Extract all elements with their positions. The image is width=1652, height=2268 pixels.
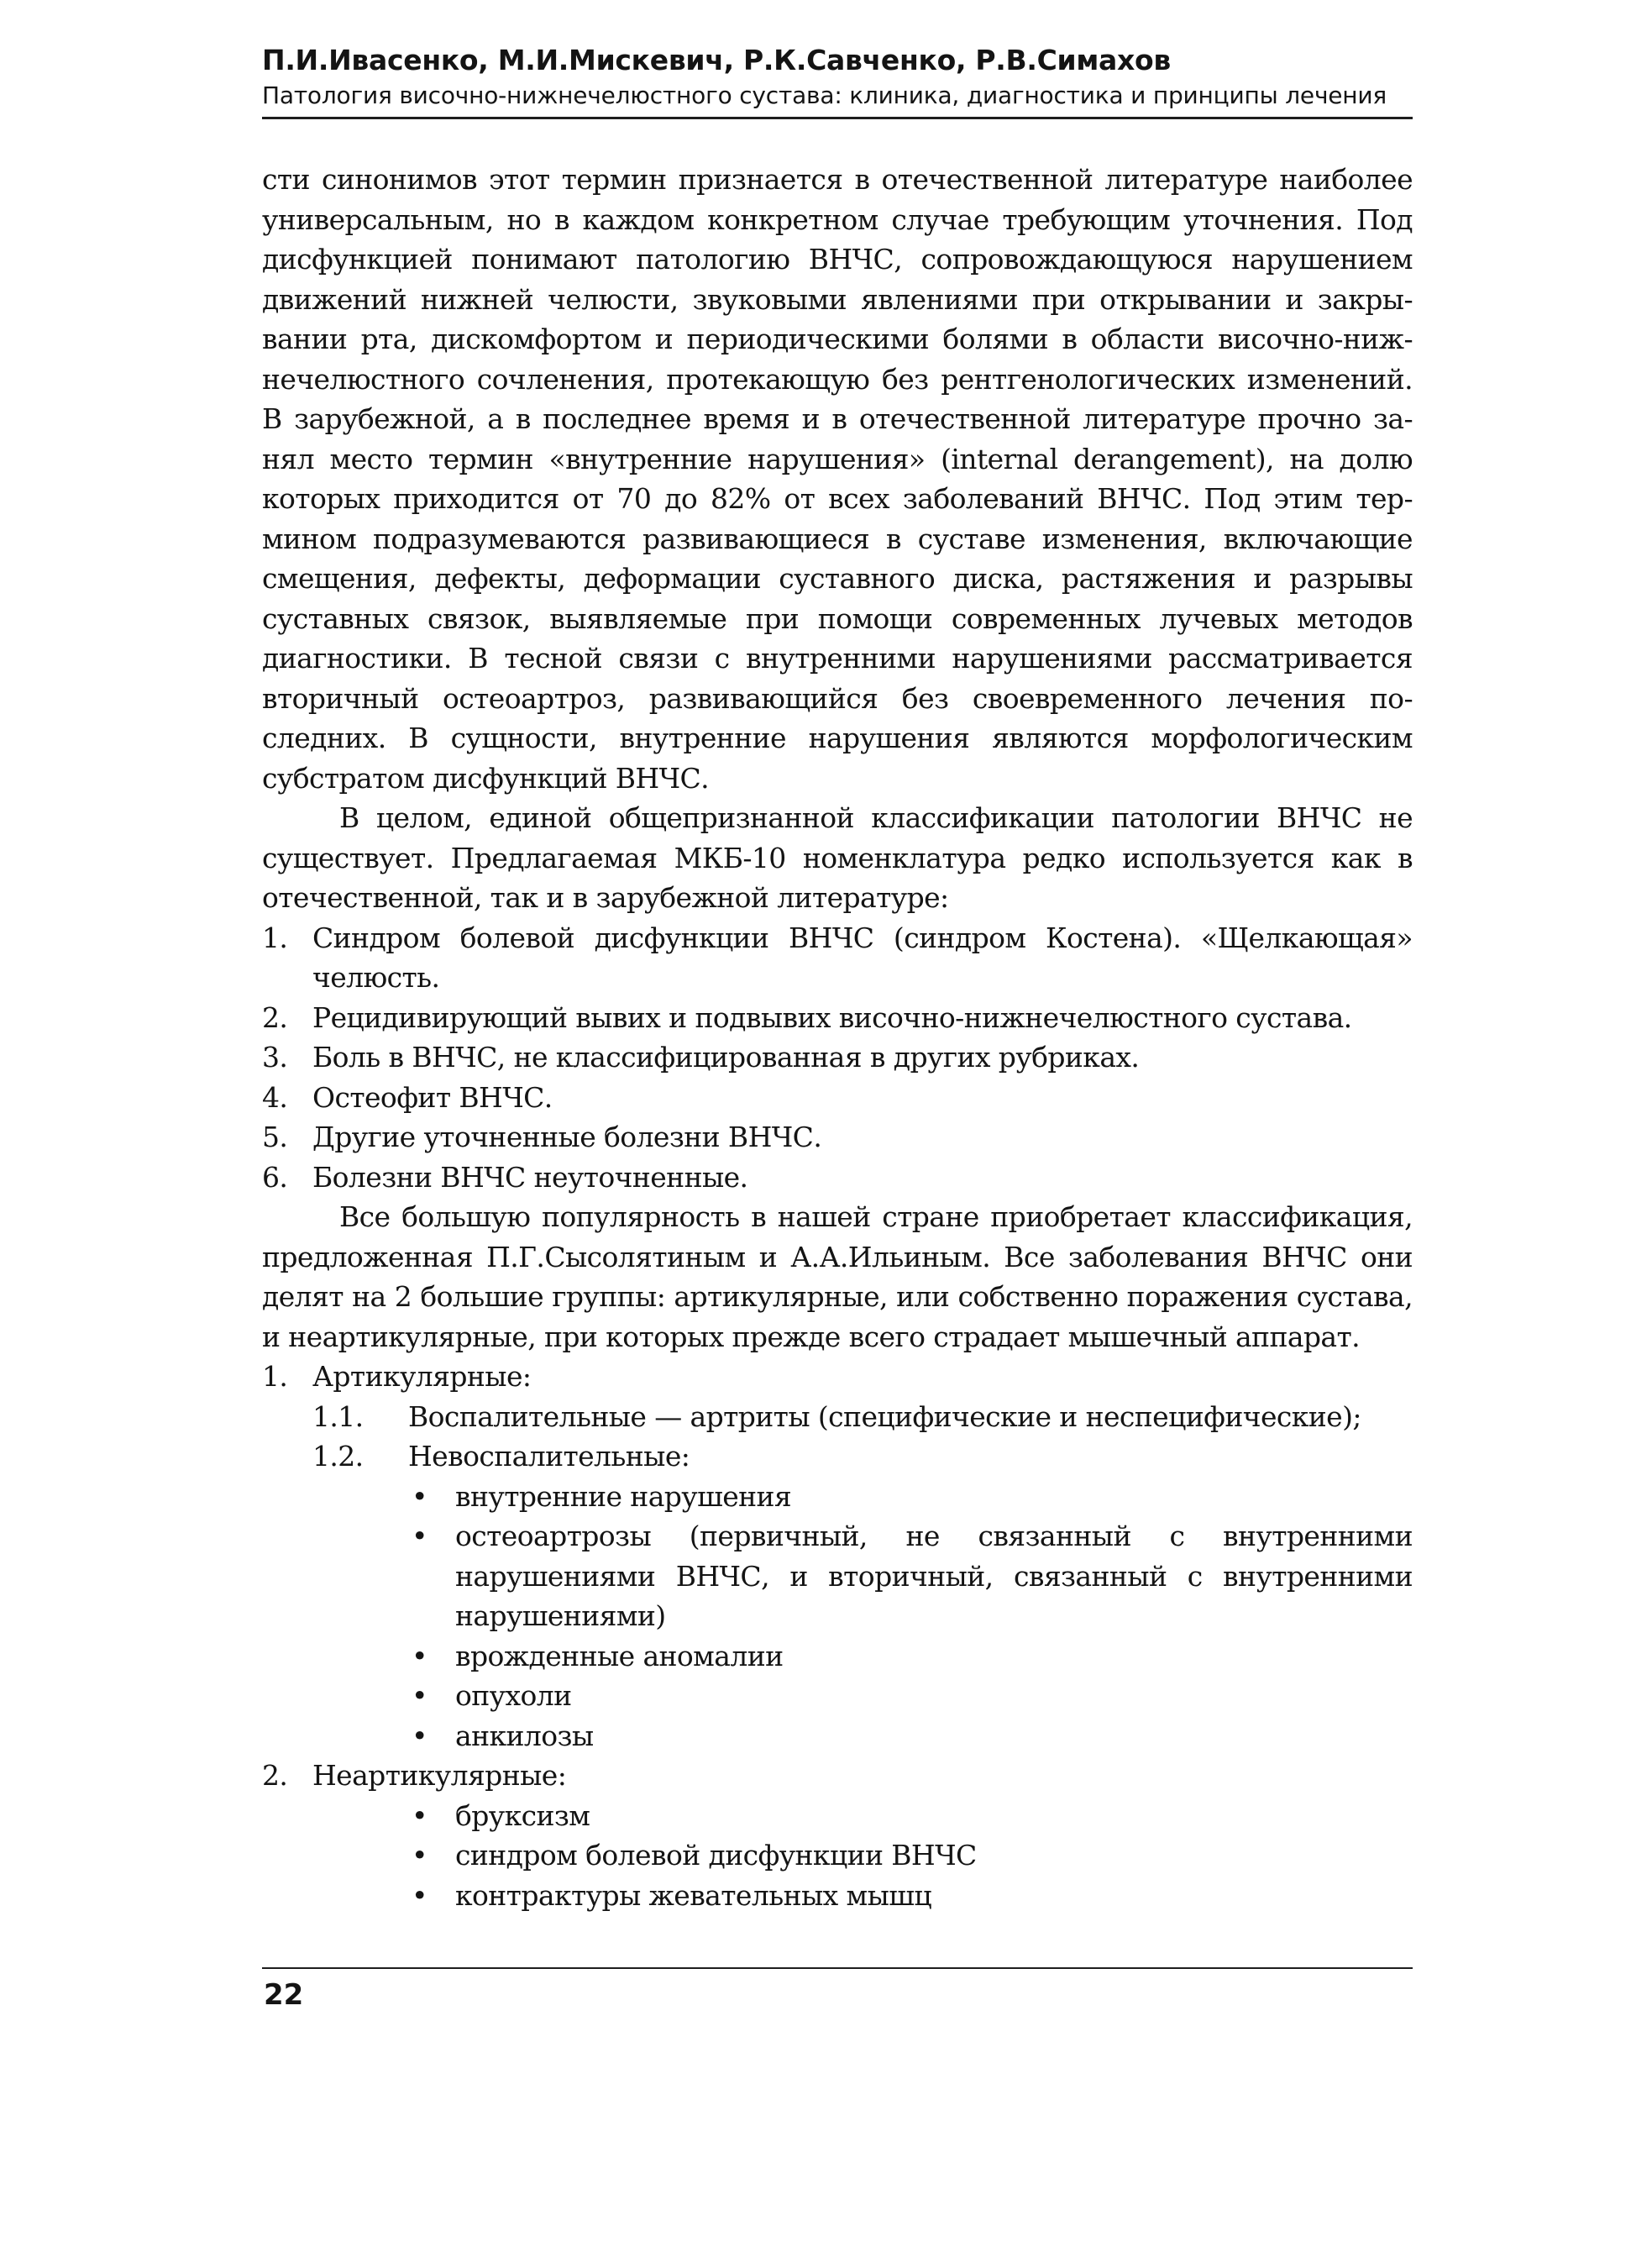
list-item-text: Остеофит ВНЧС.: [312, 1080, 553, 1114]
bullet-text: синдром болевой дисфункции ВНЧС: [455, 1839, 977, 1872]
bullet-item: [262, 1636, 1413, 1677]
group-label: Артикулярные:: [312, 1360, 532, 1393]
text-line: вании рта, дискомфортом и периодическими болями в области височно-ниж-: [262, 323, 1413, 355]
list-item-number: 2.: [262, 1000, 288, 1034]
bullet-icon: •: [412, 1878, 427, 1912]
list-item-number: 4.: [262, 1080, 288, 1114]
text-line: движений нижней челюсти, звуковыми явлениями при открывании и закры-: [262, 282, 1413, 316]
bullet-item: [262, 1835, 1413, 1876]
subgroup-number: 1.1.: [312, 1399, 364, 1433]
header-divider: [262, 117, 1413, 119]
bullet-item: [262, 1876, 1413, 1916]
bullet-text: опухоли: [455, 1679, 572, 1712]
bullet-text: нарушениями): [455, 1599, 666, 1632]
subgroup-inflammatory: [262, 1397, 1413, 1437]
bullet-icon: •: [412, 1520, 427, 1552]
group-articular: [262, 1357, 1413, 1397]
list-item-number: 6.: [262, 1160, 288, 1194]
paragraph-sysolyatin-classification: Все большую популярность в нашей стране приобретает классификация, предложенная П.Г.Сысолятиным и А.А.Ильиным. Все заболевания ВНЧС они делят на 2 большие группы: артикулярные, или собственно поражения сустава, и неартикулярные, при которых прежде всего страдает мышечный аппарат.: [262, 1200, 1413, 1353]
bullet-item: [262, 1516, 1413, 1636]
list-item-number: 3.: [262, 1041, 288, 1074]
text-line: дисфункцией понимают патологию ВНЧС, сопровождающуюся нарушением: [262, 243, 1413, 276]
text-line: В зарубежной, а в последнее время и в отечественной литературе прочно за-: [262, 402, 1413, 435]
bullet-text: нарушениями ВНЧС, и вторичный, связанный с внутренними: [455, 1559, 1413, 1593]
text-line: сти синонимов этот термин признается в отечественной литературе наиболее: [262, 163, 1413, 196]
text-line: следних. В сущности, внутренние нарушения являются морфологическим: [262, 722, 1413, 754]
group-number: 2.: [262, 1759, 288, 1792]
bullet-text: контрактуры жевательных мышц: [455, 1878, 931, 1912]
list-item: [262, 1117, 1413, 1158]
subgroup-noninflammatory: [262, 1436, 1413, 1477]
text-line: мином подразумеваются развивающиеся в суставе изменения, включающие: [262, 522, 1413, 555]
group-label: Неартикулярные:: [312, 1759, 567, 1792]
header-book-title: Патология височно-нижнечелюстного сустава: клиника, диагностика и принципы лечения: [262, 81, 1387, 109]
text-line: которых приходится от 70 до 82% от всех заболеваний ВНЧС. Под этим тер-: [262, 482, 1413, 515]
text-line: нял место термин «внутренние нарушения» (internal derangement), на долю: [262, 442, 1413, 475]
bullet-item: [262, 1796, 1413, 1836]
bullet-text: внутренние нарушения: [455, 1479, 792, 1513]
list-item-number: 5.: [262, 1121, 288, 1153]
bullet-icon: •: [412, 1479, 427, 1513]
bullet-icon: •: [412, 1639, 427, 1672]
bullet-text: бруксизм: [455, 1798, 590, 1832]
text-line: диагностики. В тесной связи с внутренними нарушениями рассматривается: [262, 642, 1413, 675]
page-number: 22: [264, 1978, 304, 2012]
text-line: смещения, дефекты, деформации суставного диска, растяжения и разрывы: [262, 562, 1413, 595]
subgroup-number: 1.2.: [312, 1440, 364, 1473]
group-nonarticular: [262, 1756, 1413, 1796]
paragraph-classification-intro: В целом, единой общепризнанной классификации патологии ВНЧС не существует. Предлагаемая МКБ-10 номенклатура редко используется как в отечественной, так и в зарубежной литературе:: [262, 801, 1413, 914]
list-item-text: Синдром болевой дисфункции ВНЧС (синдром Костена). «Щелкающая» челюсть.: [312, 921, 1413, 994]
list-item-text: Боль в ВНЧС, не классифицированная в других рубриках.: [312, 1041, 1140, 1074]
icd10-list: [262, 918, 1413, 1198]
list-item: [262, 1037, 1413, 1078]
list-item-text: Другие уточненные болезни ВНЧС.: [312, 1121, 822, 1153]
text-line: нечелюстного сочленения, протекающую без рентгенологических изменений.: [262, 362, 1413, 396]
bullet-item: [262, 1716, 1413, 1756]
footer-divider: [262, 1967, 1413, 1969]
list-item-number: 1.: [262, 921, 288, 954]
header-authors: П.И.Ивасенко, М.И.Мискевич, Р.К.Савченко, Р.В.Симахов: [262, 44, 1171, 76]
bullet-icon: •: [412, 1839, 427, 1872]
bullet-icon: •: [412, 1719, 427, 1752]
bullet-item: [262, 1477, 1413, 1517]
text-line: субстратом дисфункций ВНЧС.: [262, 761, 710, 795]
text-line: универсальным, но в каждом конкретном случае требующим уточнения. Под: [262, 202, 1413, 236]
bullet-icon: •: [412, 1798, 427, 1832]
running-head: [262, 42, 1413, 113]
list-item-text: Рецидивирующий вывих и подвывих височно-нижнечелюстного сустава.: [312, 1000, 1352, 1034]
subgroup-text: Невоспалительные:: [408, 1440, 690, 1473]
list-item-text: Болезни ВНЧС неуточненные.: [312, 1160, 748, 1194]
paragraph-dysfunction-definition: [262, 160, 1413, 798]
bullet-icon: •: [412, 1679, 427, 1712]
text-line: вторичный остеоартроз, развивающийся без своевременного лечения по-: [262, 681, 1413, 715]
list-item: [262, 1158, 1413, 1198]
list-item: [262, 998, 1413, 1038]
bullet-item: [262, 1676, 1413, 1716]
bullet-text: анкилозы: [455, 1719, 594, 1752]
group-number: 1.: [262, 1360, 288, 1393]
subgroup-text: Воспалительные — артриты (специфические и неспецифические);: [408, 1399, 1361, 1433]
bullet-text: остеоартрозы (первичный, не связанный с внутренними: [455, 1520, 1413, 1552]
classification-list: [262, 1357, 1413, 1915]
text-line: суставных связок, выявляемые при помощи современных лучевых методов: [262, 601, 1413, 635]
list-item: [262, 1078, 1413, 1118]
list-item: [262, 918, 1413, 998]
page-body: [262, 160, 1413, 1915]
bullet-text: врожденные аномалии: [455, 1639, 784, 1672]
